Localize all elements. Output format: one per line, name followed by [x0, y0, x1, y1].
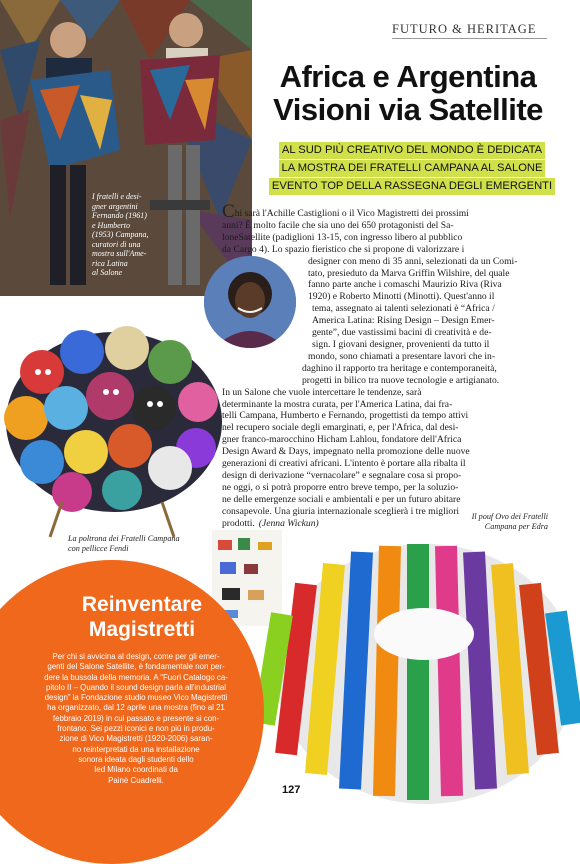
body-line: hi sarà l'Achille Castiglioni o il Vico Magistretti dei prossimi	[234, 208, 469, 219]
body-line: generazioni di creativi africani. L'intento è portare alla ribalta il	[222, 458, 466, 470]
designers-photo-caption	[92, 192, 166, 278]
caption-line: Fernando (1961)	[92, 211, 147, 220]
body-line: sign. I giovani designer, provenienti da tutto il	[312, 338, 490, 350]
body-line: America Latina: Rising Design – Design Emer-	[312, 315, 495, 327]
body-line: fanno parte anche i comaschi Maurizio Riva (Riva	[308, 279, 502, 291]
article-deck	[262, 142, 562, 196]
headline-line: Visioni via Satellite	[273, 92, 543, 127]
section-divider	[392, 38, 547, 39]
pouf-caption	[418, 512, 548, 532]
sidebar-line: sonora ideata dagli studenti dello	[78, 754, 194, 764]
body-line: In un Salone che vuole intercettare le tendenze, sarà	[222, 386, 422, 398]
sidebar-title-line: Magistretti	[88, 618, 196, 641]
body-line: anni? È molto facile che sia uno dei 650 protagonisti del Sa-	[222, 219, 454, 231]
body-line: daghino il rapporto tra heritage e contemporaneità,	[302, 362, 497, 374]
sidebar-line: pitolo II – Quando il sound design parla all'industrial	[45, 682, 227, 692]
body-line: gente”, due vastissimi bacini di creatività e de-	[312, 327, 492, 339]
caption-line: I fratelli e desi-	[92, 192, 142, 201]
sidebar-line: Ied Milano coordinati da	[94, 765, 178, 775]
author-signature: (Jenna Wickun)	[258, 517, 319, 529]
body-line: designer con meno di 35 anni, selezionati da un Comi-	[308, 255, 518, 267]
article-headline	[258, 60, 558, 126]
body-line: gner franco-marocchino Hicham Lahlou, fondatore dell'Africa	[222, 434, 462, 446]
body-line: consapevole. Una giuria internazionale sceglierà i tre migliori	[222, 505, 460, 517]
caption-line: Campana per Edra	[484, 522, 548, 531]
sidebar-line: design” la Fondazione studio museo Vico Magistretti	[44, 693, 228, 703]
caption-line: e Humberto	[92, 220, 130, 230]
body-line: tato, presieduto da Marva Griffin Wilshire, del quale	[308, 267, 510, 279]
caption-line: con pellicce Fendi	[68, 544, 129, 553]
sidebar-line: Painè Cuadrelli.	[108, 775, 164, 785]
body-line: ne oggi, o si potrà proporre entro breve tempo, per la soluzio-	[222, 481, 459, 493]
sidebar-line: febbraio 2019) in cui passato e presente si con-	[52, 713, 220, 723]
caption-line: mostra sull'Ame-	[92, 249, 147, 258]
sidebar-title-line: Reinventare	[81, 593, 203, 616]
body-line: tema, assegnato ai talenti selezionati è “Africa /	[312, 303, 495, 315]
caption-line: gner argentini	[92, 201, 138, 211]
chair-illustration	[2, 322, 224, 540]
article-body	[222, 201, 560, 529]
body-line: prodotti.	[222, 517, 255, 529]
sidebar-text	[10, 652, 262, 786]
caption-line: La poltrona dei Fratelli Campana	[68, 534, 180, 543]
sidebar-line: ha organizzato, dal 12 aprile una mostra (fino al 21	[47, 703, 225, 713]
sidebar-line: no reinterpretati da una installazione	[72, 744, 200, 754]
deck-line: AL SUD PIÙ CREATIVO DEL MONDO È DEDICATA	[279, 142, 545, 159]
body-line: determinante la mostra curata, per l'America Latina, dai fra-	[222, 398, 453, 410]
sidebar-line: frontano. Sei pezzi iconici e non più in produ-	[57, 724, 215, 734]
caption-line: al Salone	[92, 268, 122, 277]
body-line: design di derivazione “vernacolare” e segnalare cosa si propo-	[222, 469, 462, 481]
body-line: telli Campana, Humberto e Fernando, progettisti da tempo attivi	[222, 410, 469, 422]
chair-caption	[68, 534, 228, 554]
drop-cap: C	[222, 201, 235, 222]
page-number: 127	[282, 784, 301, 796]
body-line: mondo, sono chiamati a presentare lavori che in-	[308, 350, 496, 362]
deck-line: LA MOSTRA DEI FRATELLI CAMPANA AL SALONE	[279, 160, 546, 177]
sidebar-line: Per chi si avvicina al design, come per gli emer-	[52, 652, 220, 661]
body-line: ne delle emergenze sociali e ambientali e per un futuro abitare	[222, 493, 461, 505]
caption-line: Il pouf Ovo dei Fratelli	[471, 512, 548, 521]
body-line: nel recupero sociale degli emarginati, e, per l'Africa, dal desi-	[222, 422, 459, 434]
deck-line: EVENTO TOP DELLA RASSEGNA DEGLI EMERGENTI	[269, 178, 555, 195]
sidebar-line: genti del Salone Satellite, è fondamentale non per-	[47, 662, 225, 672]
body-line: loneSatellite (padiglioni 13-15, con ingresso libero al pubblico	[222, 231, 463, 243]
body-line: da Cargo 4). Lo spazio fieristico che si propone di valorizzare i	[222, 243, 465, 255]
ovo-pouf-image	[246, 524, 580, 806]
body-line: Design Award & Days, impegnato nella promozione delle nuove	[222, 446, 470, 458]
section-label: FUTURO & HERITAGE	[392, 22, 537, 36]
fendi-chair-image	[2, 322, 224, 540]
body-line: progetti in bilico tra nuove tecnologie e artigianato.	[302, 374, 500, 386]
sidebar-line: dere la bussola della memoria. A “Fuori Catalogo ca-	[44, 672, 228, 682]
sidebar-title	[24, 592, 260, 642]
headline-line: Africa e Argentina	[279, 59, 537, 94]
body-line: 1920) e Roberto Minotti (Minotti). Quest'anno il	[308, 291, 495, 303]
pouf-illustration	[246, 524, 580, 806]
caption-line: rica Latina	[92, 258, 128, 268]
sidebar-line: zione di Vico Magistretti (1920-2006) saran-	[59, 734, 213, 744]
caption-line: curatori di una	[92, 239, 141, 249]
caption-line: (1953) Campana,	[92, 230, 149, 239]
